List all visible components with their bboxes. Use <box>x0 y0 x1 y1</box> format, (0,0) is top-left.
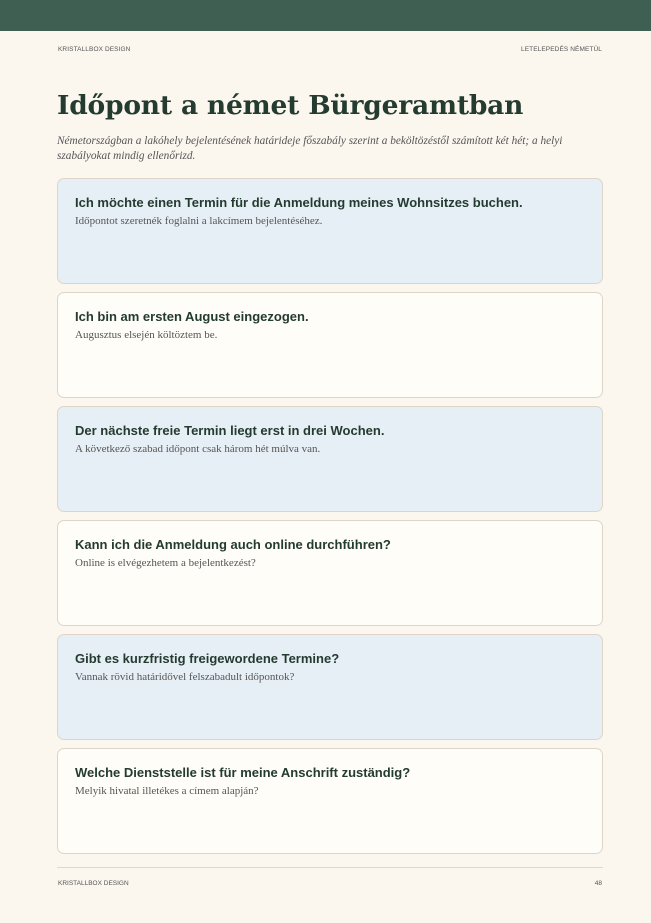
german-phrase: Welche Dienststelle ist für meine Anschrift zuständig? <box>75 765 411 780</box>
hungarian-translation: A következő szabad időpont csak három hét múlva van. <box>75 443 321 455</box>
phrase-card-5 <box>57 634 603 740</box>
phrase-card-1 <box>57 178 603 284</box>
german-phrase: Ich möchte einen Termin für die Anmeldung meines Wohnsitzes buchen. <box>75 195 523 210</box>
german-phrase: Ich bin am ersten August eingezogen. <box>75 309 309 324</box>
hungarian-translation: Melyik hivatal illetékes a címem alapján? <box>75 785 259 797</box>
top-color-band <box>0 0 651 31</box>
hungarian-translation: Vannak rövid határidővel felszabadult időpontok? <box>75 671 295 683</box>
header-section: LETELEPEDÉS NÉMETÜL <box>520 46 602 53</box>
header-brand: KRISTALLBOX DESIGN <box>58 46 131 53</box>
hungarian-translation: Online is elvégezhetem a bejelentkezést? <box>75 557 256 569</box>
page-title: Időpont a német Bürgeramtban <box>57 90 524 121</box>
german-phrase: Kann ich die Anmeldung auch online durchführen? <box>75 537 391 552</box>
phrase-card-3 <box>57 406 603 512</box>
page-number: 48 <box>594 880 602 887</box>
phrase-card-6 <box>57 748 603 854</box>
german-phrase: Gibt es kurzfristig freigewordene Termine? <box>75 651 340 666</box>
hungarian-translation: Időpontot szeretnék foglalni a lakcímem bejelentéséhez. <box>75 215 323 227</box>
page-subtitle: Németországban a lakóhely bejelentésének határideje főszabály szerint a beköltözéstől számított két hét; a helyi szabályokat mindig ellenőrizd. <box>57 135 563 162</box>
phrase-card-2 <box>57 292 603 398</box>
footer-brand: KRISTALLBOX DESIGN <box>58 880 129 887</box>
phrase-card-list <box>57 178 603 862</box>
phrase-card-4 <box>57 520 603 626</box>
german-phrase: Der nächste freie Termin liegt erst in drei Wochen. <box>75 423 385 438</box>
hungarian-translation: Augusztus elsején költöztem be. <box>75 329 218 341</box>
footer-divider <box>57 867 603 868</box>
